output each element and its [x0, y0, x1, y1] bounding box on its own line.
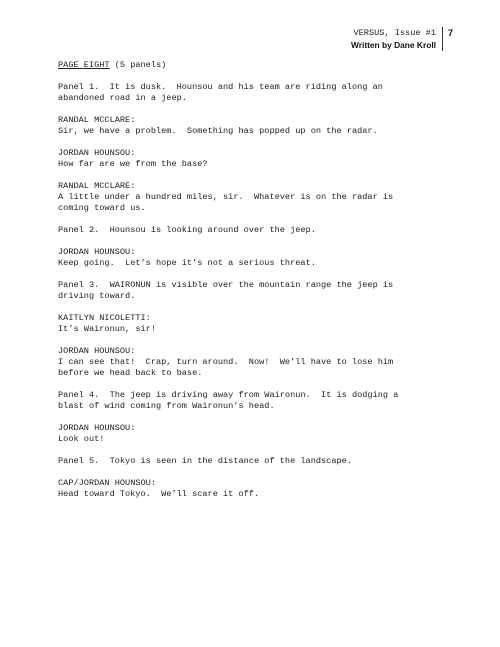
caption-hounsou-5: CAP/JORDAN HOUNSOU: Head toward Tokyo. We’ll scare it off. — [58, 478, 260, 499]
page-heading — [58, 60, 458, 71]
dialogue-hounsou-3: JORDAN HOUNSOU: I can see that! Crap, turn around. Now! We’ll have to lose him before we head back to base. — [58, 346, 394, 378]
page-number: 7 — [448, 28, 454, 38]
dialogue-mcclare-2: RANDAL MCCLARE: A little under a hundred miles, sir. Whatever is on the radar is coming toward us. — [58, 181, 394, 213]
issue-title: VERSUS, Issue #1 — [353, 28, 436, 38]
script-body — [58, 60, 458, 511]
dialogue-nicoletti-1: KAITLYN NICOLETTI: It’s Waironun, sir! — [58, 313, 156, 334]
dialogue-mcclare-1: RANDAL MCCLARE: Sir, we have a problem. Something has popped up on the radar. — [58, 115, 378, 136]
page-heading-title: PAGE EIGHT — [58, 60, 110, 70]
panel-4-description: Panel 4. The jeep is driving away from Waironun. It is dodging a blast of wind coming from Waironun’s head. — [58, 390, 399, 411]
page-heading-panels: (5 panels) — [109, 60, 167, 70]
dialogue-hounsou-1: JORDAN HOUNSOU: How far are we from the base? — [58, 148, 208, 169]
panel-3-description: Panel 3. WAIRONUN is visible over the mountain range the jeep is driving toward. — [58, 280, 394, 301]
panel-5-description: Panel 5. Tokyo is seen in the distance of the landscape. — [58, 456, 352, 466]
author-credit: Written by Dane Kroll — [350, 40, 436, 50]
panel-2-description: Panel 2. Hounsou is looking around over the jeep. — [58, 225, 316, 235]
panel-1-description: Panel 1. It is dusk. Hounsou and his team are riding along an abandoned road in a jeep. — [58, 82, 383, 103]
dialogue-hounsou-2: JORDAN HOUNSOU: Keep going. Let’s hope it’s not a serious threat. — [58, 247, 316, 268]
page-header — [351, 27, 443, 51]
dialogue-hounsou-4: JORDAN HOUNSOU: Look out! — [58, 423, 136, 444]
